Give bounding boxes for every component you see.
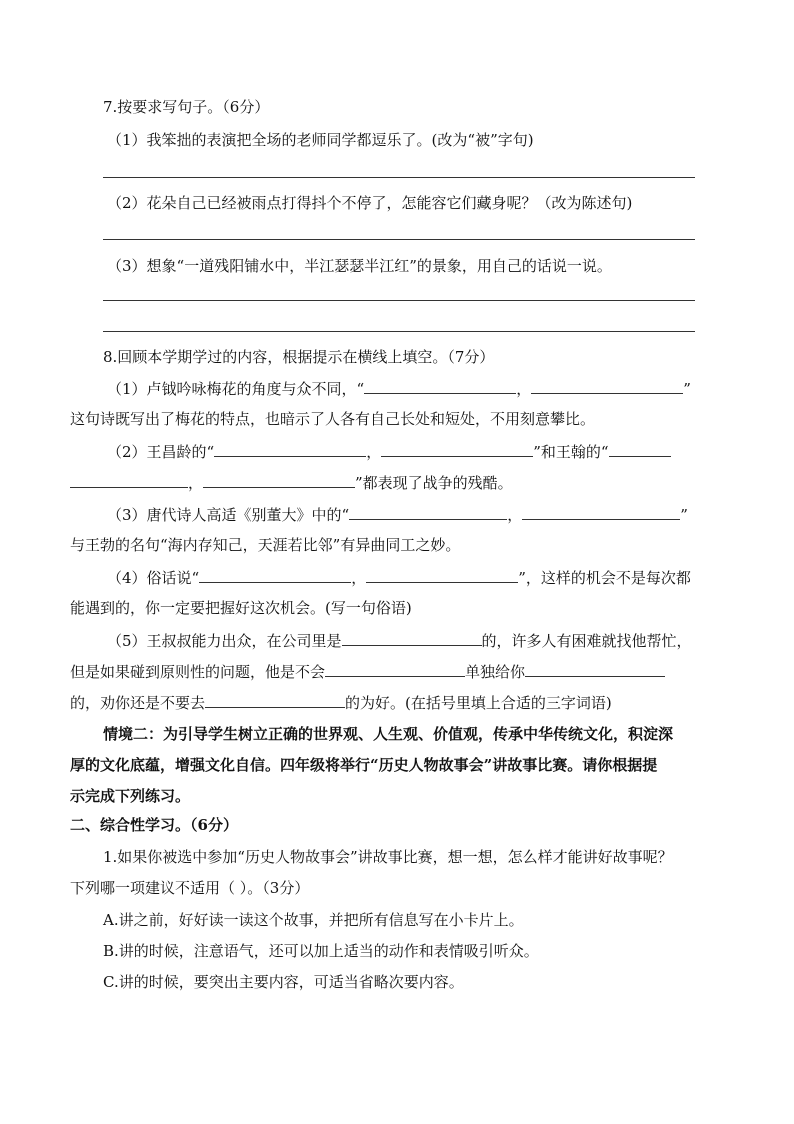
q8-item-1-prefix: （1）卢钺吟咏梅花的角度与众不同，“ [107,380,365,398]
q8-item-1-line-2: 这句诗既写出了梅花的特点，也暗示了人各有自己长处和短处，不用刻意攀比。 [70,410,596,428]
q7-answer-line-2[interactable] [103,239,695,240]
q8-item-5-blank-4[interactable] [205,692,345,708]
q8-item-5-mid: 的，许多人有困难就找他帮忙， [481,632,692,650]
q7-title: 7.按要求写句子。（6分） [103,98,270,116]
q7-answer-line-1[interactable] [103,177,695,178]
scenario-2-line-1: 情境二：为引导学生树立正确的世界观、人生观、价值观，传承中华传统文化，积淀深 [103,725,674,743]
q8-item-1-blank-1[interactable] [364,378,516,394]
q8-item-5-text-3: 单独给你 [465,663,526,681]
q8-item-3-close-quote: ” [680,506,688,524]
q8-item-5-prefix: （5）王叔叔能力出众，在公司里是 [107,632,342,650]
q8-item-2-line-2 [70,472,513,493]
option-b[interactable]: B.讲的时候，注意语气，还可以加上适当的动作和表情吸引听众。 [103,942,539,960]
q8-item-4-suffix: ”，这样的机会不是每次都 [518,569,691,587]
q8-item-2-comma-2: ， [188,474,204,492]
q8-item-5-line-2 [70,661,665,682]
q8-item-1-line-1 [107,378,691,399]
q8-item-5-text-2: 但是如果碰到原则性的问题，他是不会 [70,663,326,681]
q8-item-4-blank-2[interactable] [366,567,518,583]
q7-item-3: （3）想象“一道残阳铺水中，半江瑟瑟半江红”的景象，用自己的话说一说。 [107,257,612,275]
q8-item-2-blank-3b[interactable] [70,472,188,488]
section-2-q1-line-1: 1.如果你被选中参加“历史人物故事会”讲故事比赛，想一想，怎么样才能讲好故事呢？ [103,848,673,866]
q8-item-2-prefix: （2）王昌龄的“ [107,443,215,461]
q8-item-5-blank-2[interactable] [325,661,465,677]
q8-item-4-line-2: 能遇到的，你一定要把握好这次机会。(写一句俗语) [70,599,412,617]
q8-item-1-close-quote: ” [683,380,691,398]
q8-title: 8.回顾本学期学过的内容，根据提示在横线上填空。（7分） [103,348,495,366]
scenario-2-line-2: 厚的文化底蕴，增强文化自信。四年级将举行“历史人物故事会”讲故事比赛。请你根据提 [70,756,658,774]
q8-item-1-blank-2[interactable] [531,378,683,394]
q8-item-3-prefix: （3）唐代诗人高适《别董大》中的“ [107,506,350,524]
q8-item-2-line-1 [107,441,671,462]
q8-item-2-blank-1[interactable] [214,441,366,457]
q8-item-5-line-3 [70,692,612,713]
q8-item-3-blank-1[interactable] [349,504,507,520]
q7-item-2: （2）花朵自己已经被雨点打得抖个不停了，怎能容它们藏身呢？（改为陈述句) [107,194,633,212]
q8-item-2-mid: ”和王翰的“ [533,443,609,461]
q8-item-4-blank-1[interactable] [199,567,351,583]
q8-item-5-text-5: 的为好。(在括号里填上合适的三字词语) [345,694,612,712]
q8-item-2-blank-2[interactable] [381,441,533,457]
q7-answer-line-3a[interactable] [103,300,695,301]
q7-answer-line-3b[interactable] [103,331,695,332]
q8-item-2-comma: ， [366,443,382,461]
q8-item-3-comma: ， [507,506,523,524]
option-c[interactable]: C.讲的时候，要突出主要内容，可适当省略次要内容。 [103,973,464,991]
q8-item-3-line-1 [107,504,688,525]
q8-item-4-prefix: （4）俗话说“ [107,569,200,587]
q8-item-5-blank-3[interactable] [525,661,665,677]
q8-item-2-blank-4[interactable] [203,472,355,488]
q8-item-5-blank-1[interactable] [342,630,482,646]
q8-item-4-comma: ， [351,569,367,587]
q7-item-1: （1）我笨拙的表演把全场的老师同学都逗乐了。(改为“被”字句) [107,131,534,149]
q8-item-5-line-1 [107,630,692,651]
q8-item-2-suffix: ”都表现了战争的残酷。 [355,474,513,492]
q8-item-1-comma: ， [516,380,532,398]
option-a[interactable]: A.讲之前，好好读一读这个故事，并把所有信息写在小卡片上。 [103,911,524,929]
q8-item-3-line-2: 与王勃的名句“海内存知己，天涯若比邻”有异曲同工之妙。 [70,536,461,554]
q8-item-5-text-4: 的，劝你还是不要去 [70,694,206,712]
q8-item-3-blank-2[interactable] [522,504,680,520]
q8-item-2-blank-3a[interactable] [609,441,671,457]
scenario-2-line-3: 示完成下列练习。 [70,787,191,805]
q8-item-4-line-1 [107,567,691,588]
section-2-q1-line-2: 下列哪一项建议不适用（ ）。（3分） [70,879,310,897]
section-2-title: 二、综合性学习。（6分） [70,816,238,834]
